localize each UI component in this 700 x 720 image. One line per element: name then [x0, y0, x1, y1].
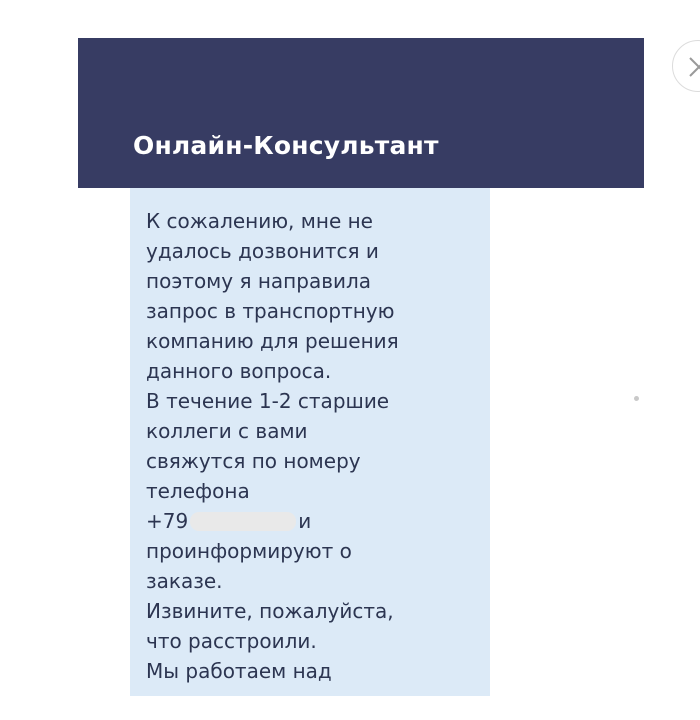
message-line: телефона: [146, 479, 250, 503]
scrollbar-indicator[interactable]: [634, 396, 639, 401]
widget-header: [78, 38, 644, 188]
message-line: К сожалению, мне не: [146, 209, 373, 233]
phone-prefix: +79: [146, 509, 189, 533]
redaction-bar: [190, 512, 296, 531]
message-line: свяжутся по номеру: [146, 449, 361, 473]
chat-message-bubble: [130, 188, 490, 696]
message-line: запрос в транспортную: [146, 299, 395, 323]
chat-message-list: [78, 188, 644, 720]
message-line: поэтому я направила: [146, 269, 372, 293]
page-title: Онлайн-Консультант: [133, 131, 439, 160]
message-line: проинформируют о: [146, 539, 352, 563]
message-phone-line: [146, 506, 468, 536]
message-line: компанию для решения: [146, 329, 399, 353]
message-line: что расстроили.: [146, 629, 317, 653]
phone-suffix-text: и: [298, 509, 312, 533]
message-line: коллеги с вами: [146, 419, 308, 443]
message-line: заказе.: [146, 569, 223, 593]
message-line: В течение 1-2 старшие: [146, 389, 390, 413]
page-left-margin: [0, 0, 78, 720]
message-line: удалось дозвонится и: [146, 239, 379, 263]
close-x-glyph: [683, 51, 700, 83]
online-consultant-widget: [78, 38, 644, 720]
message-line: Мы работаем над: [146, 659, 332, 683]
page-right-margin: [644, 0, 700, 720]
message-line: Извините, пожалуйста,: [146, 599, 394, 623]
message-line: данного вопроса.: [146, 359, 332, 383]
